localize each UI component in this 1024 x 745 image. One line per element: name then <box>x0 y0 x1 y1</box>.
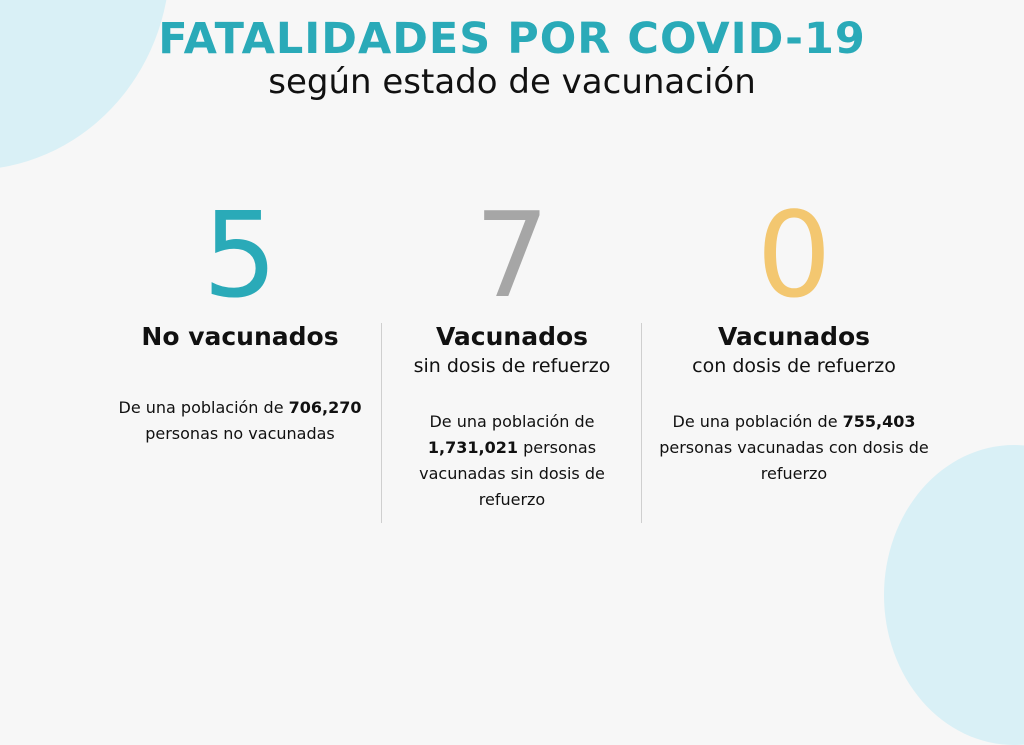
stat-number: 0 <box>756 186 832 324</box>
stat-label: Vacunados <box>435 322 589 351</box>
stat-column-unvaccinated <box>90 186 390 447</box>
desc-value: 706,270 <box>288 398 362 417</box>
stat-sublabel: sin dosis de refuerzo <box>413 355 611 377</box>
decorative-blob-bottom-right <box>884 445 1024 745</box>
page-title: FATALIDADES POR COVID-19 <box>158 14 866 64</box>
divider <box>641 323 642 523</box>
stat-description <box>90 395 390 447</box>
desc-prefix: De una población de <box>429 412 595 431</box>
stat-column-vaccinated-no-booster <box>362 186 662 513</box>
stat-column-vaccinated-booster <box>644 186 944 487</box>
desc-prefix: De una población de <box>118 398 289 417</box>
stat-number: 7 <box>474 186 550 324</box>
stat-description <box>654 409 934 487</box>
stat-sublabel: con dosis de refuerzo <box>692 355 896 377</box>
stat-number: 5 <box>202 186 278 324</box>
stat-label: No vacunados <box>141 322 339 351</box>
desc-value: 1,731,021 <box>427 438 518 457</box>
desc-suffix: personas no vacunadas <box>145 424 335 443</box>
stat-description <box>417 409 607 513</box>
desc-suffix: personas vacunadas sin dosis de refuerzo <box>419 438 605 509</box>
stat-label: Vacunados <box>717 322 871 351</box>
page-subtitle: según estado de vacunación <box>268 62 756 102</box>
desc-suffix: personas vacunadas con dosis de refuerzo <box>659 438 929 483</box>
desc-value: 755,403 <box>842 412 916 431</box>
desc-prefix: De una población de <box>672 412 843 431</box>
